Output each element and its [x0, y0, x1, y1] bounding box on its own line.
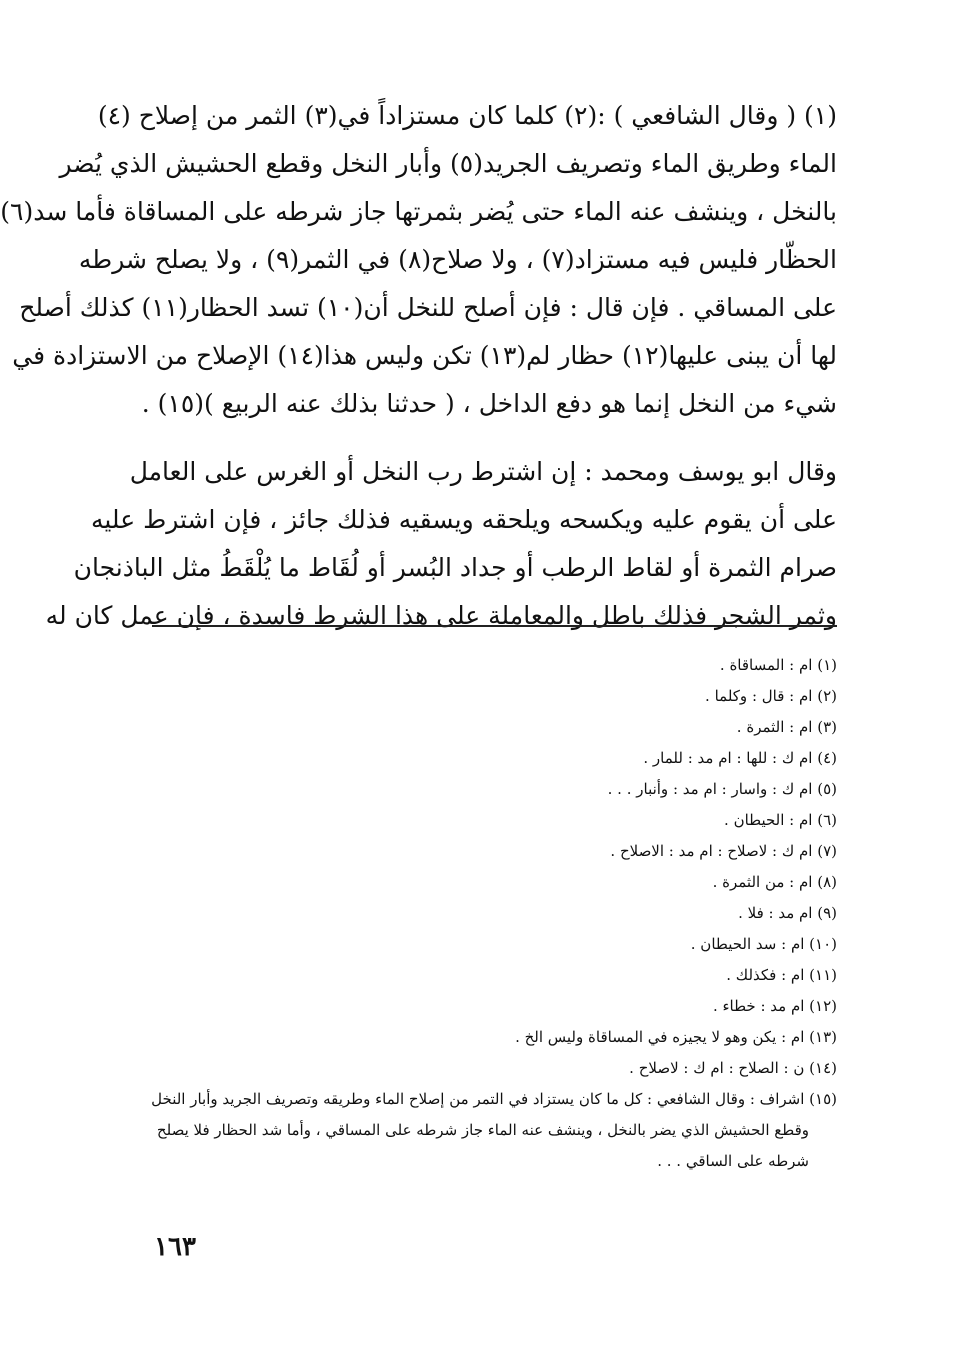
footnote: (١٤) ن : الصلاح : ام ك : لاصلاح .: [629, 1059, 837, 1077]
footnote: (٦) ام : الحيطان .: [724, 811, 837, 829]
text-line: شيء من النخل إنما هو دفع الداخل ، ( حدثنا بذلك عنه الربيع )(١٥) .: [141, 389, 837, 418]
paragraph-2: [45, 448, 837, 640]
footnote: (٧) ام ك : لاصلاح : ام مد : الاصلاح .: [610, 842, 837, 860]
text-line: الماء وطريق الماء وتصريف الجريد(٥) وأبار النخل وقطع الحشيش الذي يُضر: [59, 149, 837, 178]
footnote-continuation: وقطع الحشيش الذي يضر بالنخل ، وينشف عنه الماء جاز شرطه على المساقي ، وأما شد الحظار فلا يصلح: [156, 1121, 809, 1139]
footnote: (١٣) ام : يكن وهو لا يجيزه في المساقاة وليس الخ .: [515, 1028, 837, 1046]
text-line: صرام الثمرة أو لقاط الرطب أو جداد البُسر أو لُقَاط ما يُلْقَطُ مثل الباذنجان: [73, 553, 837, 582]
text-line: (١) ( وقال الشافعي ) :(٢) كلما كان مستزاداً في(٣) الثمر من إصلاح (٤): [97, 101, 837, 130]
text-line: بالنخل ، وينشف عنه الماء حتى يُضر بثمرتها جاز شرطه على المساقاة فأما سد(٦): [0, 197, 837, 226]
text-line: لها أن يبنى عليها(١٢) حظار لم(١٣) تكن وليس هذا(١٤) الإصلاح من الاستزادة في: [12, 341, 837, 370]
footnote: (٥) ام ك : واسار : ام مد : وأنبار . . .: [607, 780, 837, 798]
footnote: (٩) ام مد : فلا .: [738, 904, 837, 922]
footnote-continuation: شرطه على الساقي . . .: [657, 1152, 809, 1170]
footnote: (١٢) ام مد : خطاء .: [712, 997, 837, 1015]
text-line: وقال ابو يوسف ومحمد : إن اشترط رب النخل أو الغرس على العامل: [129, 457, 837, 486]
text-line: على المساقي . فإن قال : فإن أصلح للنخل أن(١٠) تسد الحظار(١١) كذلك أصلح: [19, 293, 837, 322]
paragraph-1: [0, 92, 837, 428]
text-line: على أن يقوم عليه ويكسحه ويلحقه ويسقيه فذلك جائز ، فإن اشترط عليه: [90, 505, 837, 534]
footnote: (١١) ام : فكذلك .: [726, 966, 837, 984]
main-text: [0, 92, 837, 640]
footnote: (١٠) ام : سد الحيطان .: [690, 935, 837, 953]
footnotes: [152, 650, 837, 1177]
footnote: (١) ام : المساقاة .: [719, 656, 837, 674]
footnote: (٣) ام : الثمرة .: [736, 718, 837, 736]
footnote: (٤) ام ك : للها : ام مد : للمار .: [643, 749, 837, 767]
text-line: الحظّار فليس فيه مستزاد(٧) ، ولا صلاح(٨) في الثمر(٩) ، ولا يصلح شرطه: [78, 245, 837, 274]
footnote: (١٥) اشراف : وقال الشافعي : كل ما كان يستزاد في التمر من إصلاح الماء وطريقه وتصريف الجريد وأبار النخل: [151, 1090, 837, 1108]
page-number: ١٦٣: [154, 1232, 196, 1262]
footnote: (٢) ام : قال : وكلما .: [705, 687, 837, 705]
text-line: وثمر الشجر فذلك باطل والمعاملة على هذا الشرط فاسدة ، فإن عمل كان له: [45, 601, 837, 630]
footnote: (٨) ام : من الثمرة .: [712, 873, 837, 891]
footnote-divider: [152, 625, 837, 627]
